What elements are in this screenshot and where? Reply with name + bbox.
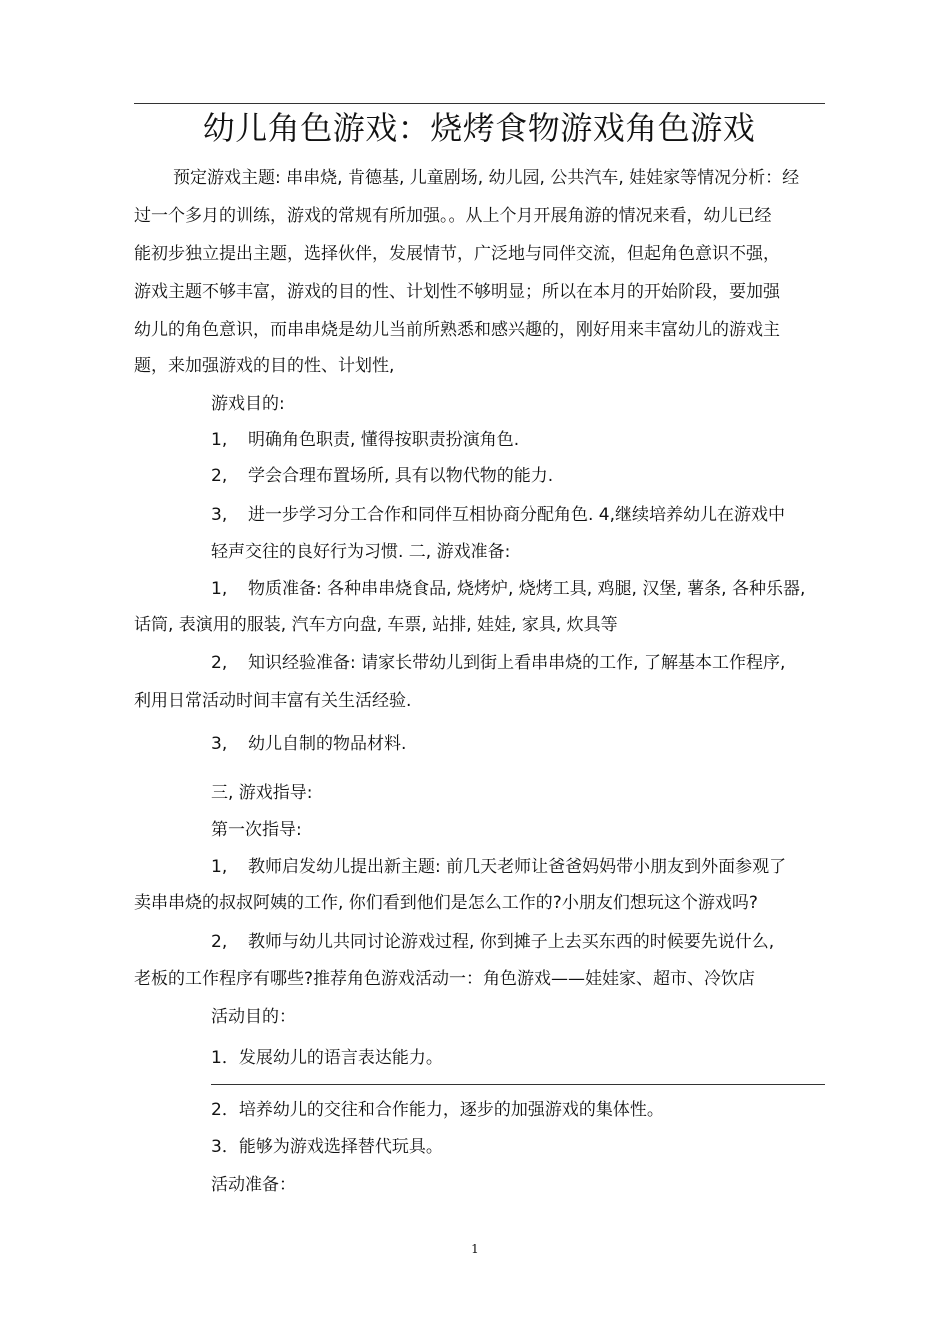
first-guide-heading: 第一次指导:: [211, 820, 302, 840]
activity-goal-1: 1．发展幼儿的语言表达能力。: [211, 1048, 443, 1068]
intro-line-5: 幼儿的角色意识，而串串烧是幼儿当前所熟悉和感兴趣的，刚好用来丰富幼儿的游戏主: [134, 320, 780, 340]
intro-line-1: 预定游戏主题: 串串烧, 肯德基, 儿童剧场, 幼儿园, 公共汽车, 娃娃家等情况分析：经: [173, 168, 800, 188]
prep-2-continuation: 利用日常活动时间丰富有关生活经验.: [134, 691, 412, 711]
activity-goal-3: 3．能够为游戏选择替代玩具。: [211, 1137, 443, 1157]
prep-3-number: 3,: [211, 734, 228, 754]
activity-prep-heading: 活动准备：: [211, 1175, 296, 1195]
prep-1-continuation: 话筒, 表演用的服装, 汽车方向盘, 车票, 站排, 娃娃, 家具, 炊具等: [134, 615, 618, 635]
goal-3-text: 进一步学习分工合作和同伴互相协商分配角色. 4,继续培养幼儿在游戏中: [248, 505, 786, 525]
guide-1-continuation: 卖串串烧的叔叔阿姨的工作, 你们看到他们是怎么工作的?小朋友们想玩这个游戏吗?: [134, 893, 758, 913]
prep-1-number: 1,: [211, 579, 228, 599]
prep-2-text: 知识经验准备: 请家长带幼儿到街上看串串烧的工作, 了解基本工作程序,: [248, 653, 786, 673]
section-rule: [211, 1084, 825, 1085]
goal-2-text: 学会合理布置场所, 具有以物代物的能力.: [248, 466, 554, 486]
intro-line-4: 游戏主题不够丰富，游戏的目的性、计划性不够明显；所以在本月的开始阶段，要加强: [134, 282, 780, 302]
guide-heading: 三, 游戏指导:: [211, 783, 313, 803]
goal-3-continuation: 轻声交往的良好行为习惯. 二, 游戏准备:: [211, 542, 511, 562]
intro-line-2: 过一个多月的训练，游戏的常规有所加强。。从上个月开展角游的情况来看，幼儿已经: [134, 206, 772, 226]
guide-2-text: 教师与幼儿共同讨论游戏过程, 你到摊子上去买东西的时候要先说什么,: [248, 932, 775, 952]
activity-goal-2: 2．培养幼儿的交往和合作能力，逐步的加强游戏的集体性。: [211, 1100, 664, 1120]
guide-2-continuation: 老板的工作程序有哪些?推荐角色游戏活动一：角色游戏——娃娃家、超市、冷饮店: [134, 969, 756, 989]
goal-3-number: 3,: [211, 505, 228, 525]
prep-3-text: 幼儿自制的物品材料.: [248, 734, 407, 754]
goals-heading: 游戏目的:: [211, 394, 285, 414]
goal-1-text: 明确角色职责, 懂得按职责扮演角色.: [248, 430, 520, 450]
document-title: 幼儿角色游戏：烧烤食物游戏角色游戏: [202, 109, 756, 147]
guide-2-number: 2,: [211, 932, 228, 952]
guide-1-text: 教师启发幼儿提出新主题: 前几天老师让爸爸妈妈带小朋友到外面参观了: [248, 857, 787, 877]
prep-2-number: 2,: [211, 653, 228, 673]
goal-2-number: 2,: [211, 466, 228, 486]
intro-line-3: 能初步独立提出主题，选择伙伴，发展情节，广泛地与同伴交流，但起角色意识不强，: [134, 244, 780, 264]
prep-1-text: 物质准备: 各种串串烧食品, 烧烤炉, 烧烤工具, 鸡腿, 汉堡, 薯条, 各种乐器,: [248, 579, 806, 599]
intro-line-6: 题，来加强游戏的目的性、计划性,: [134, 356, 395, 376]
activity-goal-heading: 活动目的：: [211, 1007, 296, 1027]
page-number: 1: [471, 1242, 479, 1256]
guide-1-number: 1,: [211, 857, 228, 877]
goal-1-number: 1,: [211, 430, 228, 450]
